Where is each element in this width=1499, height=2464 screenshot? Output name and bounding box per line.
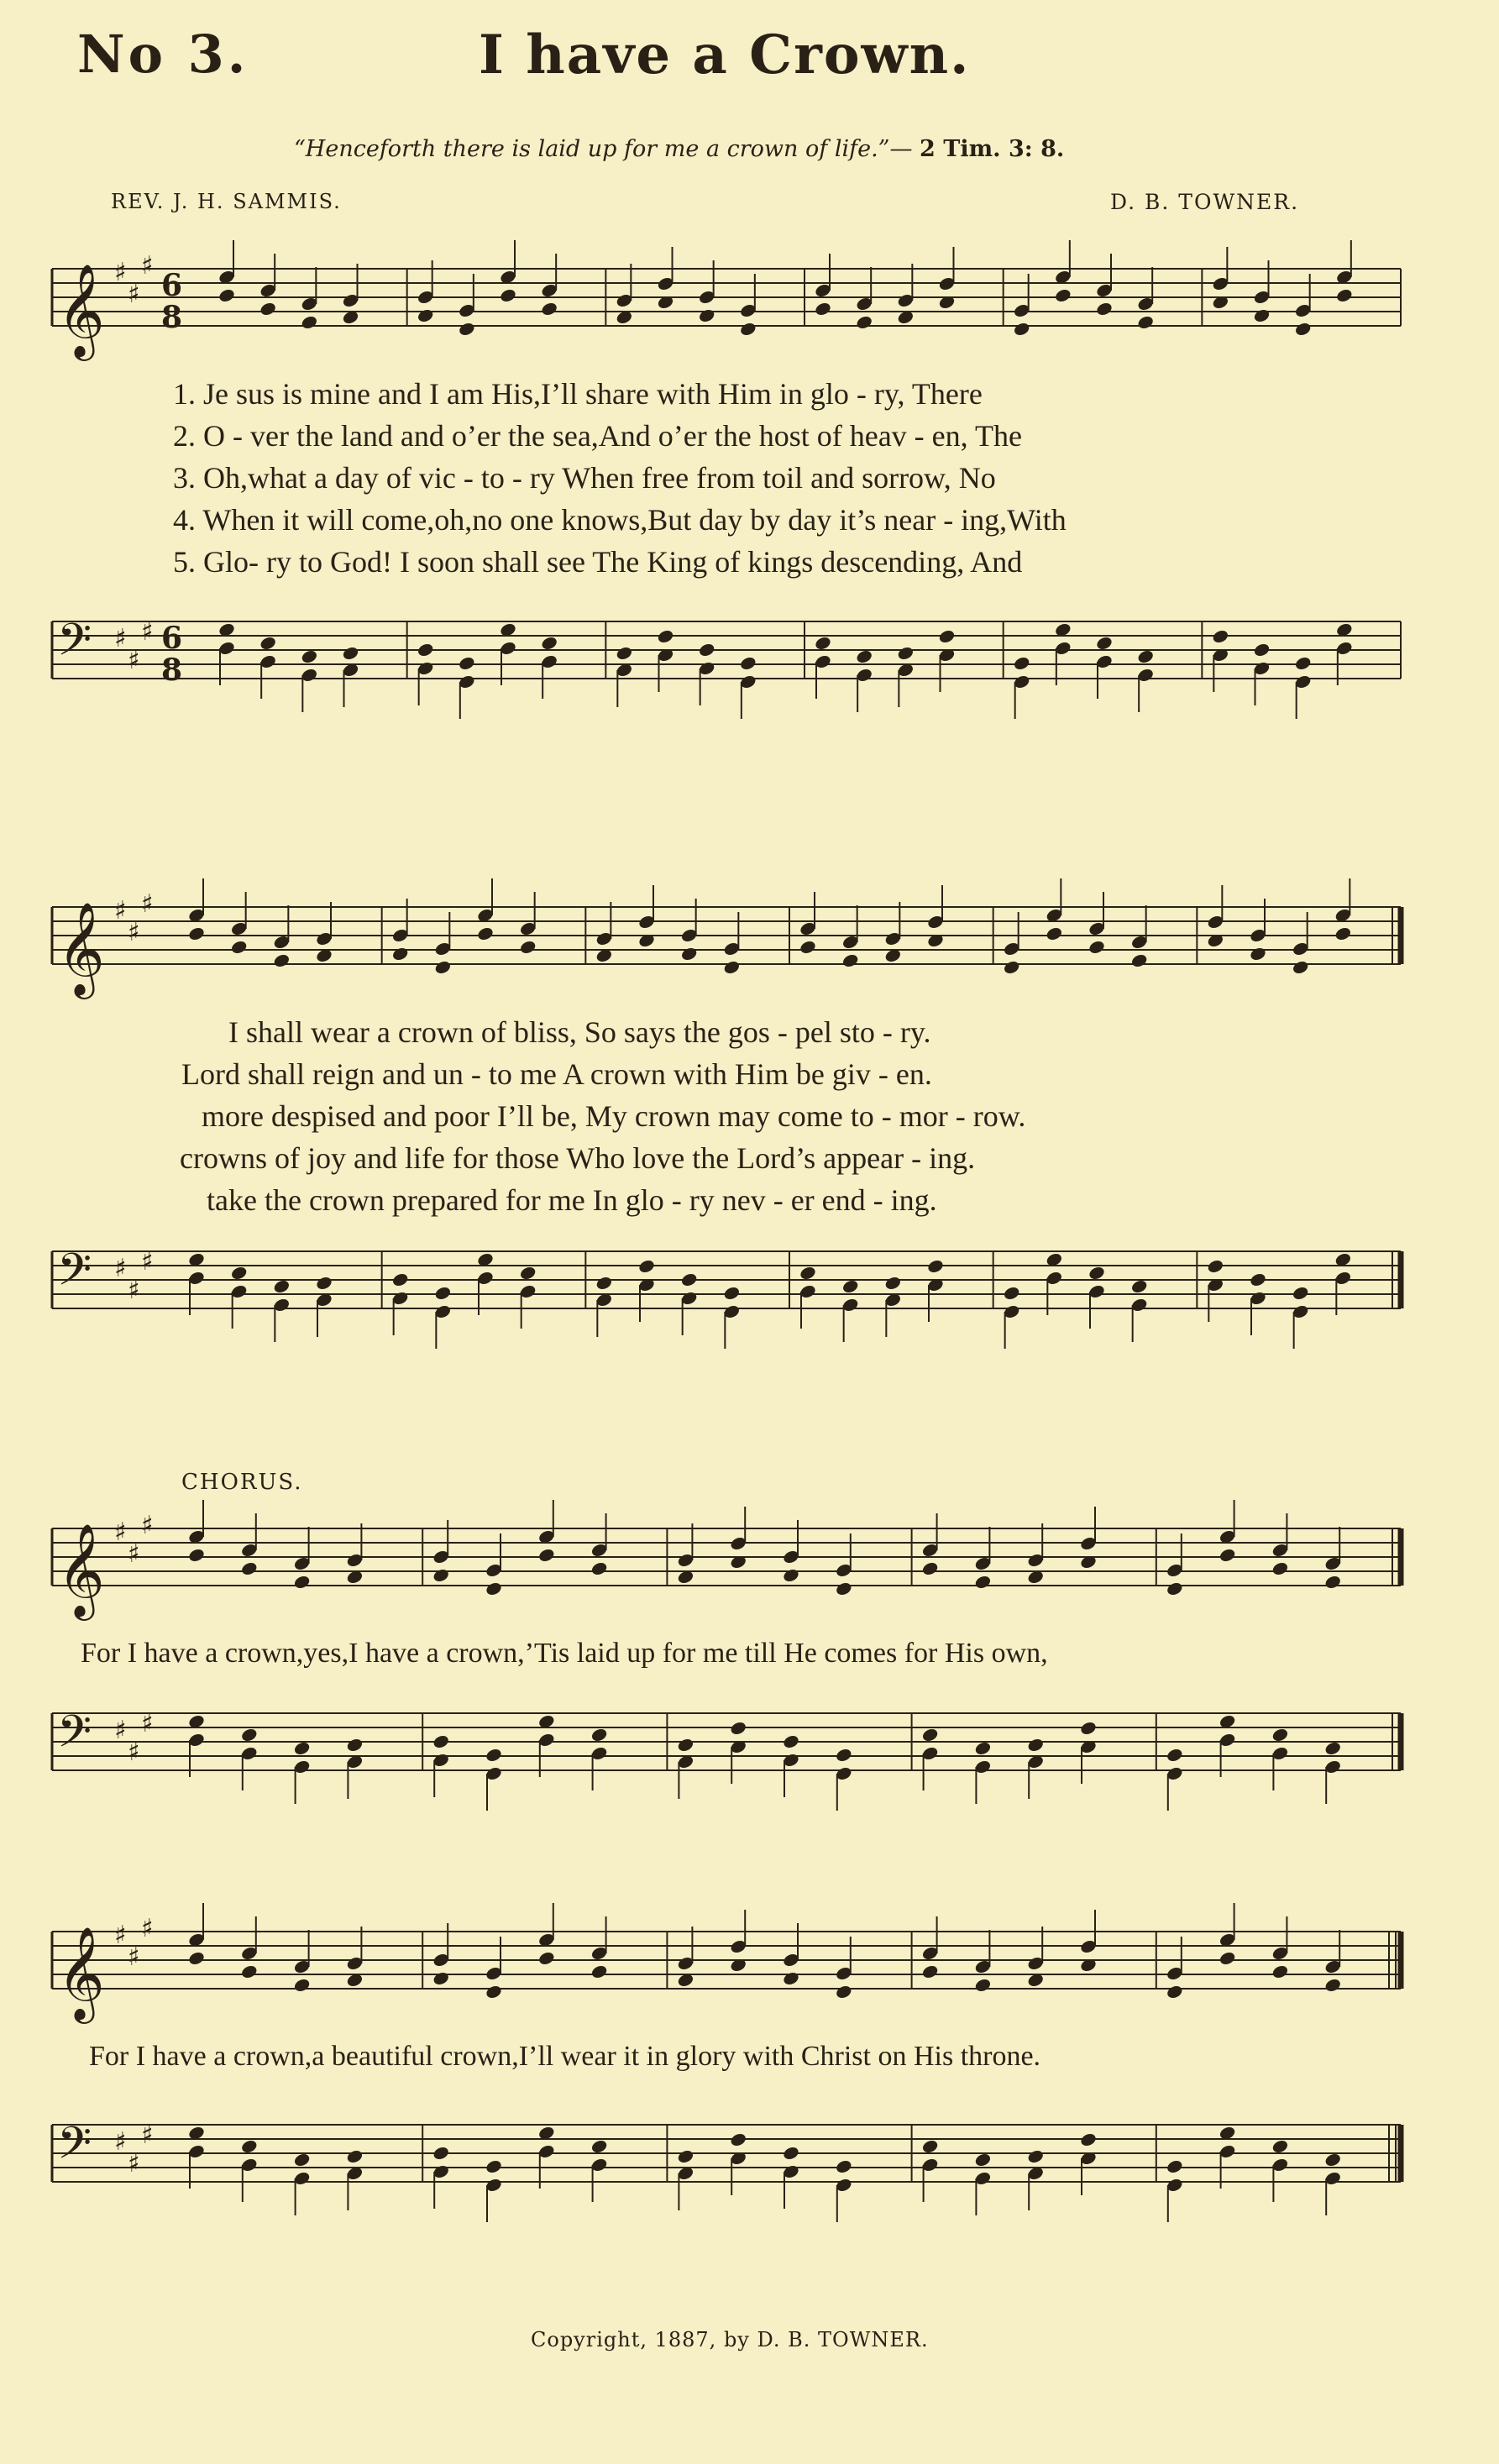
chorus-line-2: For I have a crown,a beautiful crown,I’ll wear it in glory with Christ on His throne.	[89, 2041, 1041, 2072]
svg-text:𝄞: 𝄞	[57, 1523, 105, 1617]
scripture-reference: 2 Tim. 3: 8.	[920, 136, 1065, 162]
svg-text:6: 6	[161, 621, 183, 656]
svg-text:♯: ♯	[114, 1518, 127, 1547]
bass-staff-3	[52, 1688, 1409, 1856]
svg-text:8: 8	[161, 653, 183, 688]
svg-text:♯: ♯	[141, 2121, 154, 2150]
verse-2-line-a: 2. O - ver the land and o’er the sea,And o’er the host of heav - en, The	[173, 419, 1022, 453]
svg-text:♯: ♯	[114, 1254, 127, 1283]
svg-text:♯: ♯	[128, 1276, 140, 1305]
svg-text:♯: ♯	[141, 251, 154, 280]
bass-staff-4	[52, 2100, 1409, 2267]
svg-text:♯: ♯	[128, 918, 140, 947]
svg-text:♯: ♯	[128, 1539, 140, 1569]
system-4	[52, 1906, 1409, 2309]
chorus-label: CHORUS.	[181, 1470, 303, 1495]
svg-text:𝄢: 𝄢	[57, 1245, 92, 1307]
verse-3-line-b: more despised and poor I’ll be, My crown may come to - mor - row.	[202, 1099, 1026, 1133]
system-2	[52, 882, 1409, 1369]
chorus-line-1: For I have a crown,yes,I have a crown,’Tis laid up for me till He comes for His own,	[81, 1638, 1048, 1669]
svg-text:8: 8	[161, 300, 183, 335]
svg-text:𝄞: 𝄞	[57, 263, 105, 357]
svg-text:𝄞: 𝄞	[57, 901, 105, 995]
verse-2-line-b: Lord shall reign and un - to me A crown with Him be giv - en.	[181, 1057, 932, 1091]
hymn-number: No 3.	[77, 24, 249, 85]
verse-5-line-a: 5. Glo- ry to God! I soon shall see The King of kings descending, And	[173, 545, 1023, 579]
svg-text:♯: ♯	[114, 1716, 127, 1745]
svg-text:♯: ♯	[141, 1914, 154, 1943]
svg-text:♯: ♯	[141, 1709, 154, 1738]
svg-text:𝄢: 𝄢	[57, 615, 92, 677]
svg-text:♯: ♯	[141, 889, 154, 919]
verse-1-line-a: 1. Je sus is mine and I am His,I’ll share with Him in glo - ry, There	[173, 377, 983, 411]
bass-staff-2	[52, 1226, 1409, 1394]
svg-text:𝄢: 𝄢	[57, 2118, 92, 2180]
svg-text:𝄞: 𝄞	[57, 1926, 105, 2020]
svg-text:♯: ♯	[128, 2149, 140, 2178]
verse-3-line-a: 3. Oh,what a day of vic - to - ry When free from toil and sorrow, No	[173, 461, 996, 495]
verse-4-line-a: 4. When it will come,oh,no one knows,But day by day it’s near - ing,With	[173, 503, 1067, 537]
svg-text:♯: ♯	[141, 1511, 154, 1540]
copyright-notice: Copyright, 1887, by D. B. TOWNER.	[531, 2328, 929, 2351]
hymn-title: I have a Crown.	[479, 24, 971, 87]
verse-1-line-b: I shall wear a crown of bliss, So says the gos - pel sto - ry.	[228, 1015, 931, 1049]
svg-text:♯: ♯	[114, 896, 127, 925]
svg-text:♯: ♯	[128, 646, 140, 675]
composer-credit: D. B. TOWNER.	[1110, 190, 1300, 214]
svg-text:♯: ♯	[128, 1738, 140, 1767]
svg-text:♯: ♯	[114, 624, 127, 653]
verse-5-line-b: take the crown prepared for me In glo - ry nev - er end - ing.	[207, 1183, 937, 1217]
svg-text:♯: ♯	[141, 617, 154, 647]
system-3	[52, 1470, 1409, 1848]
scripture-line	[294, 136, 1064, 162]
bass-staff-1	[52, 596, 1409, 764]
svg-text:♯: ♯	[128, 280, 140, 309]
svg-text:♯: ♯	[114, 258, 127, 287]
system-1	[52, 244, 1409, 731]
svg-text:6: 6	[161, 268, 183, 303]
svg-text:♯: ♯	[141, 1247, 154, 1277]
verse-4-line-b: crowns of joy and life for those Who love the Lord’s appear - ing.	[180, 1141, 976, 1175]
svg-text:♯: ♯	[128, 1942, 140, 1972]
svg-text:♯: ♯	[114, 1921, 127, 1950]
author-credit: REV. J. H. SAMMIS.	[111, 190, 342, 213]
svg-text:♯: ♯	[114, 2127, 127, 2157]
svg-text:𝄢: 𝄢	[57, 1706, 92, 1769]
scripture-quote: “Henceforth there is laid up for me a crown of life.”—	[294, 136, 913, 162]
